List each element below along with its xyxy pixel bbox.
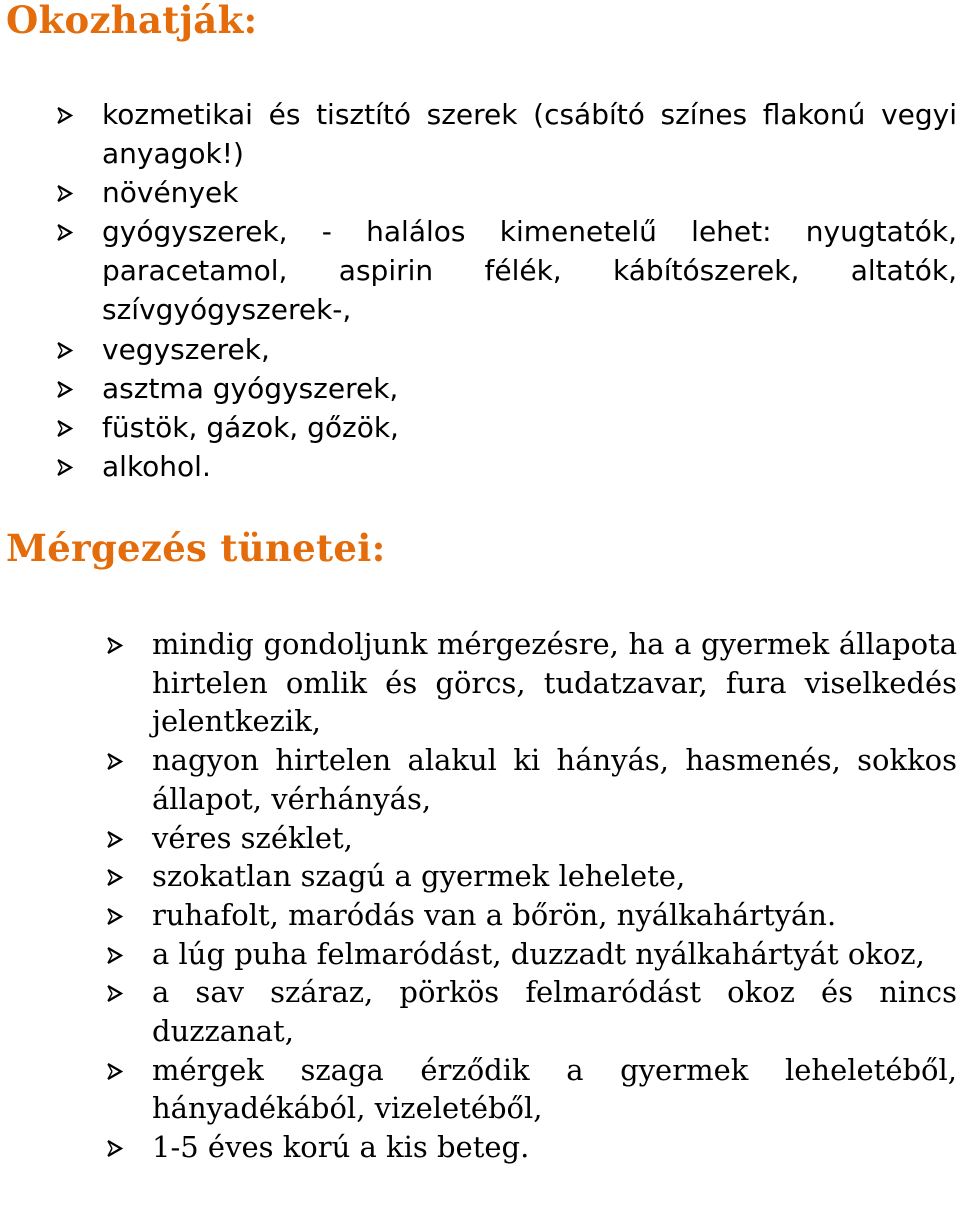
list-item-text: növények [102, 176, 239, 210]
arrow-bullet-icon [106, 869, 123, 886]
list-item [106, 819, 957, 858]
arrow-bullet-icon [56, 459, 73, 476]
list-item-text: a sav száraz, pörkös felmaródást okoz és nincs duzzanat, [152, 975, 957, 1049]
symptoms-list [106, 625, 957, 1167]
arrow-bullet-icon [106, 908, 123, 925]
list-item-text: gyógyszerek, - halálos kimenetelű lehet: nyugtatók, paracetamol, aspirin félék, kábítószerek, altatók, szívgyógyszerek-, [102, 215, 957, 327]
list-item [56, 408, 957, 447]
list-item [106, 973, 957, 1050]
list-item [106, 1128, 957, 1167]
list-item [106, 896, 957, 935]
arrow-bullet-icon [106, 1063, 123, 1080]
list-item-text: füstök, gázok, gőzök, [102, 410, 399, 444]
arrow-bullet-icon [56, 381, 73, 398]
list-item-text: nagyon hirtelen alakul ki hányás, hasmenés, sokkos állapot, vérhányás, [152, 743, 957, 816]
list-item-text: mérgek szaga érződik a gyermek leheletéből, hányadékából, vizeletéből, [152, 1052, 957, 1126]
list-item-text: kozmetikai és tisztító szerek (csábító színes flakonú vegyi anyagok!) [102, 98, 957, 171]
list-item-text: ruhafolt, maródás van a bőrön, nyálkahártyán. [152, 897, 837, 932]
arrow-bullet-icon [56, 107, 73, 124]
arrow-bullet-icon [106, 637, 123, 654]
list-item [56, 330, 957, 369]
arrow-bullet-icon [106, 1140, 123, 1157]
list-item [56, 212, 957, 329]
list-item-text: alkohol. [102, 449, 211, 483]
list-item-text: 1-5 éves korú a kis beteg. [152, 1130, 530, 1165]
arrow-bullet-icon [106, 947, 123, 964]
arrow-bullet-icon [106, 753, 123, 770]
arrow-bullet-icon [106, 985, 123, 1002]
arrow-bullet-icon [56, 342, 73, 359]
list-item-text: véres széklet, [152, 820, 353, 855]
list-item-text: a lúg puha felmaródást, duzzadt nyálkahártyát okoz, [152, 936, 925, 971]
list-item [106, 625, 957, 741]
list-item-text: asztma gyógyszerek, [102, 371, 399, 405]
list-item-text: vegyszerek, [102, 332, 270, 366]
list-item [106, 741, 957, 818]
arrow-bullet-icon [56, 420, 73, 437]
list-item-text: szokatlan szagú a gyermek lehelete, [152, 859, 686, 894]
arrow-bullet-icon [56, 185, 73, 202]
list-item [106, 1051, 957, 1128]
section-heading-symptoms: Mérgezés tünetei: [6, 526, 386, 570]
list-item [56, 95, 957, 173]
list-item [56, 369, 957, 408]
list-item-text: mindig gondoljunk mérgezésre, ha a gyermek állapota hirtelen omlik és görcs, tudatzavar, fura viselkedés jelentkezik, [152, 627, 957, 739]
list-item [56, 173, 957, 212]
section-heading-causes: Okozhatják: [6, 0, 258, 42]
list-item [106, 935, 957, 974]
list-item [106, 857, 957, 896]
list-item [56, 447, 957, 486]
arrow-bullet-icon [56, 224, 73, 241]
arrow-bullet-icon [106, 831, 123, 848]
causes-list [56, 95, 957, 486]
